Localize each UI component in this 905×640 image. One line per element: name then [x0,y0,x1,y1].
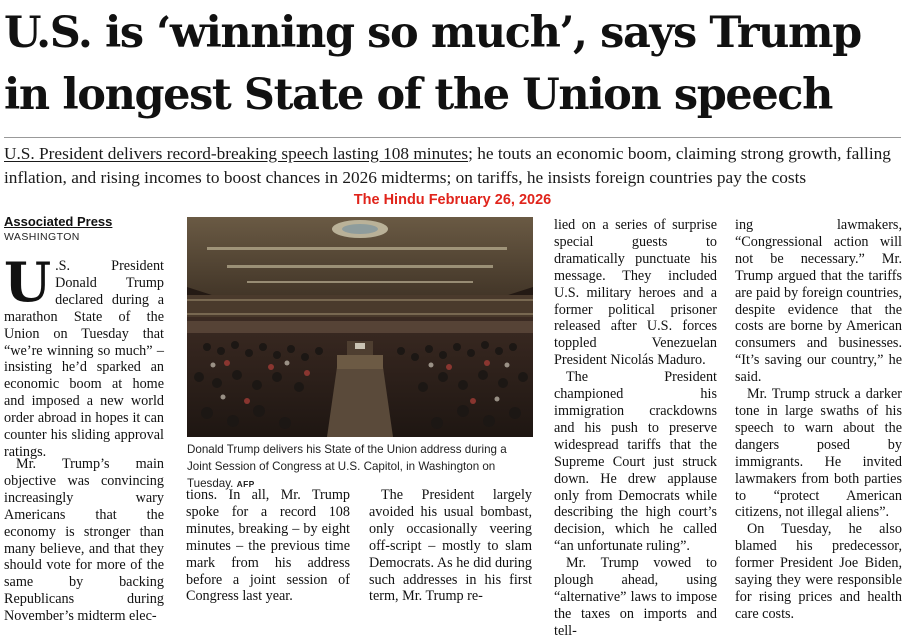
paragraph [4,250,164,461]
photo-credit: AFP [236,479,255,489]
subheadline-rest: ; he touts an economic boom, claiming strong growth, falling inflation, and rising incomes to boost chances in 2026 midterms; on tariffs, he insists foreign countries pay the costs [4,144,891,187]
photo [187,217,533,437]
photo-image [187,217,533,437]
paragraph: The President championed his immigration crackdowns and his push to preserve widespread tariffs that the Supreme Court just struck down. He drew applause only from Democrats while describing the high court’s decision, which he called “an unfortunate ruling”. [554,369,717,555]
paragraph: Mr. Trump struck a darker tone in large swaths of his speech to warn about the dangers posed by immigrants. He invited lawmakers from both parties to “protect American citizens, not illegal aliens”. [735,386,902,521]
paragraph-text: .S. President Donald Trump declared during a marathon State of the Union on Tuesday that “we’re winning so much” – insisting he’d sparked an economic boom at home and imposed a new world order abroad in hopes it can counter his sliding approval ratings. [4,258,164,460]
article-column-3 [369,487,532,605]
subheadline [4,142,902,190]
drop-cap: U [4,250,52,314]
paragraph: ing lawmakers, “Congressional action will not be necessary.” Mr. Trump argued that the tariffs are paid by foreign countries, despite evidence that the costs are borne by American consumers and businesses. “It’s saving our country,” he said. [735,217,902,386]
article-column-1-lower [4,456,164,625]
article-column-4 [554,217,717,640]
subheadline-underlined: U.S. President delivers record-breaking speech lasting 108 minutes [4,144,469,163]
byline-dateline: WASHINGTON [4,231,80,243]
divider [4,137,901,138]
headline [4,2,904,126]
caption-text: Donald Trump delivers his State of the Union address during a Joint Session of Congress at U.S. Capitol, in Washington on Tuesday. [187,443,507,490]
paragraph: tions. In all, Mr. Trump spoke for a record 108 minutes, breaking – by eight minutes – the previous time mark from his address before a joint session of Congress last year. [186,487,350,605]
article-column-2 [186,487,350,605]
paragraph: On Tuesday, he also blamed his predecessor, former President Joe Biden, saying they were responsible for rising prices and health care costs. [735,521,902,622]
photo-caption [187,441,533,493]
headline-line-1: U.S. is ‘winning so much’, says Trump [4,8,861,58]
paragraph: Mr. Trump’s main objective was convincing increasingly wary Americans that the economy is stronger than many believe, and that they should vote for more of the same by backing Republicans during November’s midterm elec- [4,456,164,625]
byline-agency: Associated Press [4,214,113,229]
article-column-5 [735,217,902,623]
paragraph: The President largely avoided his usual bombast, only occasionally veering off-script – mostly to slam Democrats. As he did during such addresses in his first term, Mr. Trump re- [369,487,532,605]
article-column-1 [4,214,164,461]
source-note: The Hindu February 26, 2026 [353,192,552,208]
paragraph: Mr. Trump vowed to plough ahead, using “alternative” laws to impose the taxes on imports and tell- [554,555,717,639]
headline-line-2: in longest State of the Union speech [4,70,832,120]
paragraph: lied on a series of surprise special guests to dramatically punctuate his message. They included U.S. military heroes and a former political prisoner released after U.S. forces toppled Venezuelan President Nicolás Maduro. [554,217,717,369]
